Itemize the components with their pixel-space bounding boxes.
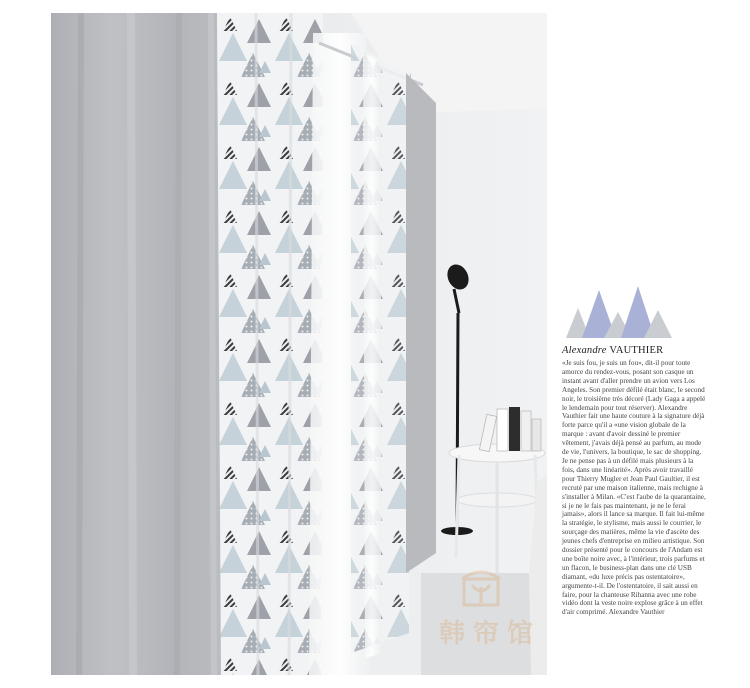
sheer-curtain-far	[363, 53, 381, 659]
triangle-logo	[566, 282, 676, 342]
heading-script: Alexandre	[562, 345, 607, 356]
patterned-curtain	[217, 13, 323, 675]
brand-logo	[458, 565, 504, 607]
article-heading	[562, 345, 706, 356]
grey-curtain-left	[51, 13, 226, 675]
article-body: «Je suis fou, je suis un fou», dit-il pour toute amorce du rendez-vous, posant son casque un instant avant d'aller prendre un avion vers Los Angeles. Son premier défilé était blanc, le second noir, le troisième très décoré (Lady Gaga a appelé le lendemain pour tout réserver). Alexandre Vauthier fait une haute couture à la signature déjà forte parce qu'il a «une vision globale de la marque : avant d'avoir dessiné le premier vêtement, j'avais déjà pensé au parfum, au mode de vie, l'univers, la boutique, le sac de shopping. Je ne pense pas à un défilé mais plusieurs à la fois, dans une linéarité». Après avoir travaillé pour Thierry Mugler et Jean Paul Gaultier, il est recruté par une maison italienne, mais rechigne à s'installer à Milan. «C'est l'aube de la quarantaine, si je ne le fais pas maintenant, je ne le ferai jamais», alors il lance sa marque. Il fait lui-même la stratégie, le stylisme, mais aussi le courrier, le sourçage des matières, même la vie d'ascète des jeunes chefs d'entreprise en milieu artistique. Son dossier présenté pour le concours de l'Andam est une boîte noire avec, à l'intérieur, trois parfums et un flacon, le business-plan dans une clé USB diamant, «du luxe précis pas ostentatoire», argumente-t-il. De l'ostentatoire, il sait aussi en faire, pour la chanteuse Rihanna avec une robe vidéo dont la veste noire explose grâce à un effet d'air comprimé. Alexandre Vauthier	[562, 359, 706, 617]
magazine-sidebar	[552, 278, 706, 680]
heading-caps: VAUTHIER	[609, 345, 664, 356]
brand-watermark	[420, 565, 560, 675]
watermark-text: 韩帘馆	[438, 619, 541, 649]
grey-curtain-far	[406, 73, 436, 573]
